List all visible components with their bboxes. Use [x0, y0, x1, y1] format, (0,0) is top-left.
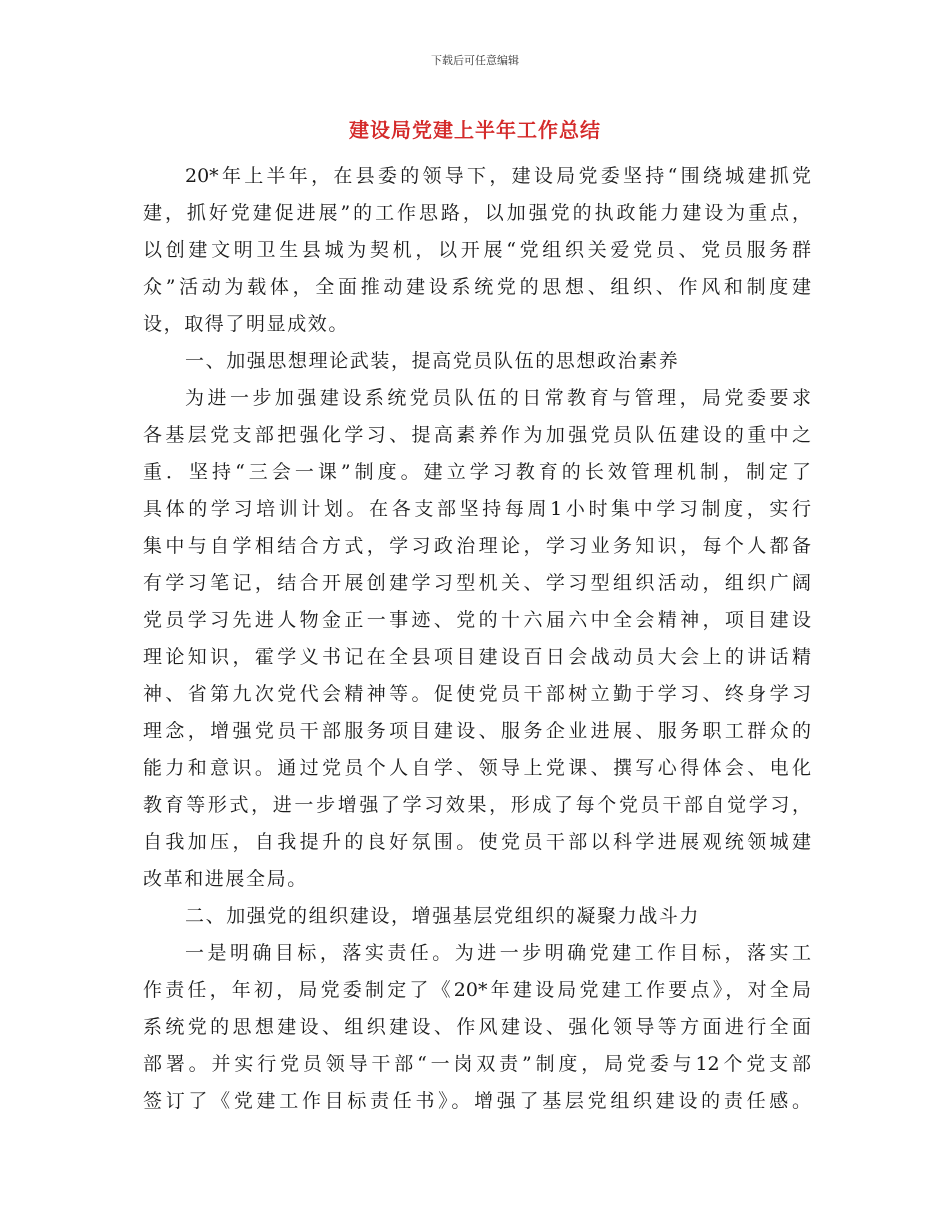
- paragraph-line: 党员学习先进人物金正一事迹、党的十六届六中全会精神，项目建设: [143, 609, 811, 631]
- paragraph-line: 二、加强党的组织建设，增强基层党组织的凝聚力战斗力: [185, 905, 701, 927]
- document-body: [143, 158, 811, 1120]
- paragraph-line: 神、省第九次党代会精神等。促使党员干部树立勤于学习、终身学习: [143, 683, 811, 705]
- paragraph-line: 以创建文明卫生县城为契机，以开展“党组织关爱党员、党员服务群: [143, 239, 811, 261]
- paragraph-line: 建，抓好党建促进展”的工作思路，以加强党的执政能力建设为重点，: [143, 202, 811, 224]
- paragraph-line: 重．坚持“三会一课”制度。建立学习教育的长效管理机制，制定了: [143, 461, 811, 483]
- paragraph-line: 自我加压，自我提升的良好氛围。使党员干部以科学进展观统领城建: [143, 831, 811, 853]
- paragraph-line: 教育等形式，进一步增强了学习效果，形成了每个党员干部自觉学习，: [143, 794, 811, 816]
- paragraph-line: 能力和意识。通过党员个人自学、领导上党课、撰写心得体会、电化: [143, 757, 811, 779]
- paragraph-line: 作责任，年初，局党委制定了《20*年建设局党建工作要点》，对全局: [143, 979, 811, 1001]
- paragraph-line: 有学习笔记，结合开展创建学习型机关、学习型组织活动，组织广阔: [143, 572, 811, 594]
- paragraph-line: 集中与自学相结合方式，学习政治理论，学习业务知识，每个人都备: [143, 535, 811, 557]
- paragraph-line: 众”活动为载体，全面推动建设系统党的思想、组织、作风和制度建: [143, 276, 811, 298]
- paragraph-line: 各基层党支部把强化学习、提高素养作为加强党员队伍建设的重中之: [143, 424, 811, 446]
- header-note: 下载后可任意编辑: [431, 54, 519, 67]
- paragraph-line: 系统党的思想建设、组织建设、作风建设、强化领导等方面进行全面: [143, 1016, 811, 1038]
- document-title: 建设局党建上半年工作总结: [349, 118, 601, 142]
- paragraph-line: 20*年上半年，在县委的领导下，建设局党委坚持“围绕城建抓党: [185, 165, 811, 187]
- paragraph-line: 一是明确目标，落实责任。为进一步明确党建工作目标，落实工: [185, 942, 811, 964]
- paragraph-line: 具体的学习培训计划。在各支部坚持每周1小时集中学习制度，实行: [143, 498, 811, 520]
- paragraph-line: 一、加强思想理论武装，提高党员队伍的思想政治素养: [185, 350, 680, 372]
- paragraph-line: 签订了《党建工作目标责任书》。增强了基层党组织建设的责任感。: [143, 1090, 811, 1112]
- paragraph-line: 设，取得了明显成效。: [143, 313, 350, 335]
- paragraph-line: 改革和进展全局。: [143, 868, 308, 890]
- paragraph-line: 理念，增强党员干部服务项目建设、服务企业进展、服务职工群众的: [143, 720, 811, 742]
- paragraph-line: 理论知识，霍学义书记在全县项目建设百日会战动员大会上的讲话精: [143, 646, 811, 668]
- paragraph-line: 部署。并实行党员领导干部“一岗双责”制度，局党委与12个党支部: [143, 1053, 811, 1075]
- paragraph-line: 为进一步加强建设系统党员队伍的日常教育与管理，局党委要求: [185, 387, 811, 409]
